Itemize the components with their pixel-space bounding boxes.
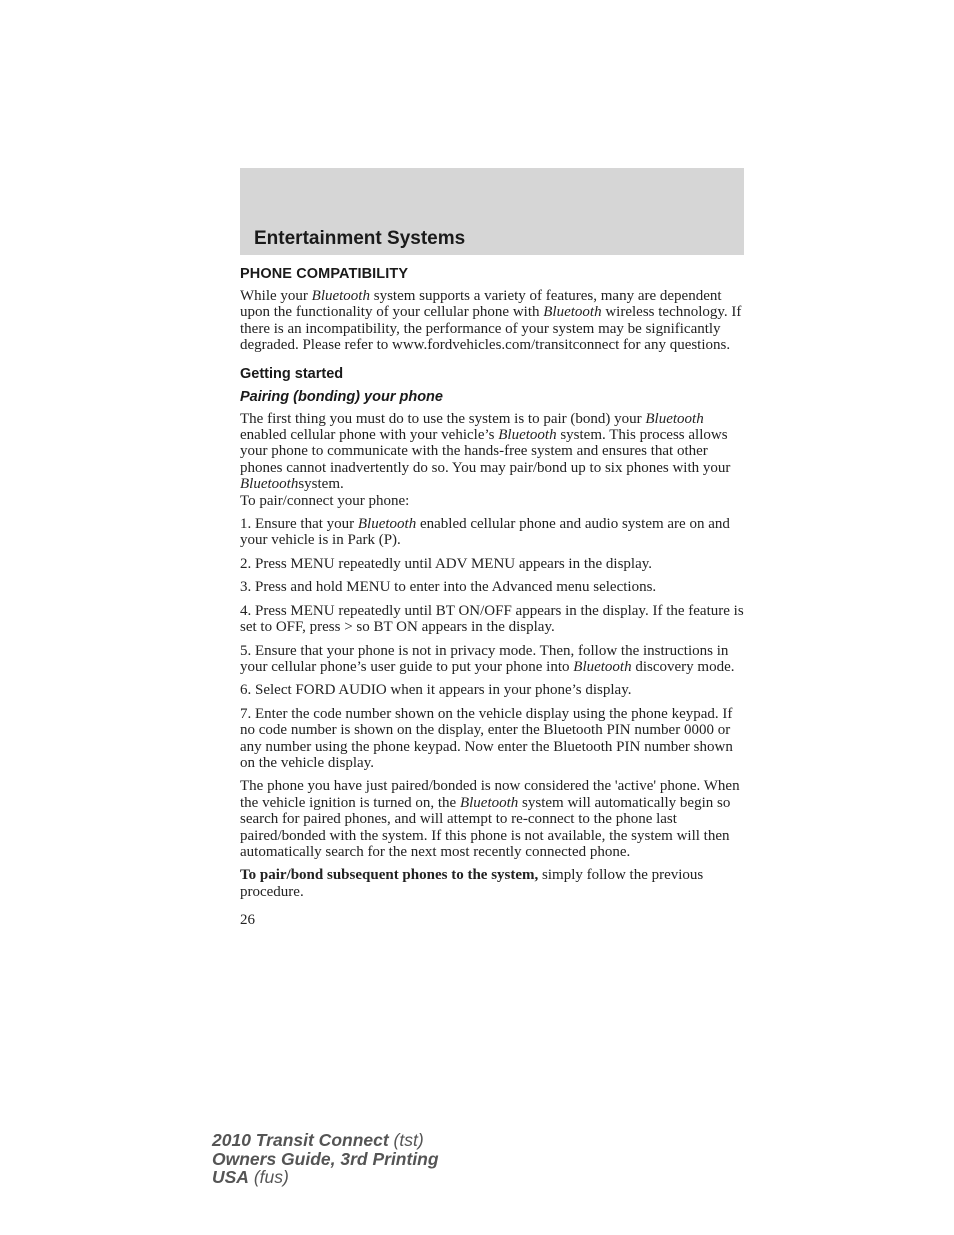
step-2: 2. Press MENU repeatedly until ADV MENU appears in the display. (240, 555, 653, 572)
step-7: 7. Enter the code number shown on the vehicle display using the phone keypad. If no code number is shown on the display, enter the Bluetooth PIN number 0000 or any number using the phone keypad. Now enter the Bluetooth PIN number shown on the vehicle display. (240, 705, 733, 771)
paragraph-active-phone: The phone you have just paired/bonded is now considered the 'active' phone. When the vehicle ignition is turned on, the Bluetooth system will automatically begin so search for paired phones, and will attempt to re-connect to the phone last paired/bonded with the system. If this phone is not available, the system will then automatically search for the next most recently connected phone. (240, 778, 740, 860)
paragraph-pairing-intro: The first thing you must do to use the system is to pair (bond) your Bluetooth enabled cellular phone with your vehicle’s Bluetooth system. This process allows your phone to communicate with the hands-free system and ensures that other phones cannot inadvertently do so. You may pair/bond up to six phones with your Bluetoothsystem. (240, 410, 731, 493)
footer-line-2: Owners Guide, 3rd Printing (212, 1148, 439, 1169)
heading-phone-compatibility: PHONE COMPATIBILITY (240, 266, 409, 282)
document-footer (212, 1131, 439, 1187)
step-3: 3. Press and hold MENU to enter into the Advanced menu selections. (240, 579, 657, 596)
step-6: 6. Select FORD AUDIO when it appears in your phone’s display. (240, 682, 632, 699)
footer-line-1: 2010 Transit Connect (tst) (212, 1130, 424, 1150)
step-5: 5. Ensure that your phone is not in privacy mode. Then, follow the instructions in your cellular phone’s user guide to put your phone into Bluetooth discovery mode. (240, 642, 735, 675)
heading-getting-started: Getting started (240, 365, 344, 382)
heading-pairing: Pairing (bonding) your phone (240, 388, 443, 405)
step-4: 4. Press MENU repeatedly until BT ON/OFF appears in the display. If the feature is set to OFF, press > so BT ON appears in the display. (240, 602, 744, 636)
paragraph-subsequent-phones: To pair/bond subsequent phones to the system, simply follow the previous procedure. (240, 867, 704, 900)
paragraph-pair-connect: To pair/connect your phone: (240, 492, 410, 509)
step-1: 1. Ensure that your Bluetooth enabled cellular phone and audio system are on and your vehicle is in Park (P). (240, 516, 730, 549)
paragraph-compatibility: While your Bluetooth system supports a variety of features, many are dependent upon the functionality of your cellular phone with Bluetooth wireless technology. If there is an incompatibility, the performance of your system may be significantly degraded. Please refer to www.fordvehicles.com/transitconnect for any questions. (240, 288, 742, 354)
page-content (240, 266, 748, 929)
page-number: 26 (240, 912, 255, 929)
footer-line-3: USA (fus) (212, 1167, 289, 1187)
section-title: Entertainment Systems (254, 228, 466, 249)
